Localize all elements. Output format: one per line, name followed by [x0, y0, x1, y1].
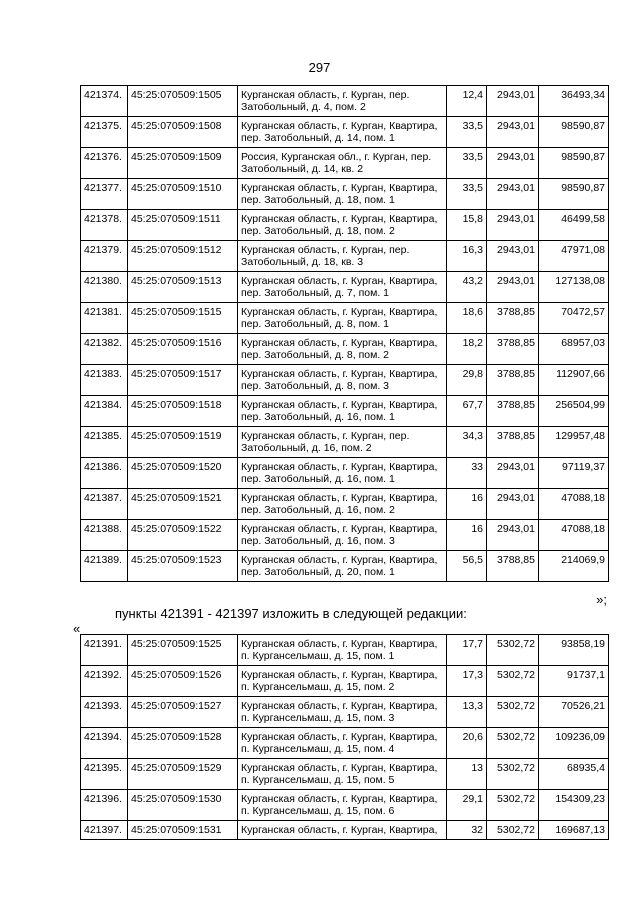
row-number-cell: 421381. [81, 303, 128, 334]
unit-price-cell: 3788,85 [487, 365, 539, 396]
table-row [81, 396, 609, 427]
property-table-main-body [81, 86, 609, 582]
area-cell: 33 [447, 458, 487, 489]
address-cell: Курганская область, г. Курган, Квартира, п. Кургансельмаш, д. 15, пом. 2 [238, 666, 447, 697]
amendment-instruction: пункты 421391 - 421397 изложить в следующей редакции: [115, 606, 467, 621]
table-row [81, 759, 609, 790]
row-number-cell: 421394. [81, 728, 128, 759]
cadastral-value-cell: 98590,87 [539, 179, 609, 210]
row-number-cell: 421382. [81, 334, 128, 365]
unit-price-cell: 5302,72 [487, 821, 539, 840]
unit-price-cell: 2943,01 [487, 148, 539, 179]
cadastral-number-cell: 45:25:070509:1513 [128, 272, 238, 303]
table-row [81, 148, 609, 179]
address-cell: Курганская область, г. Курган, пер. Затобольный, д. 4, пом. 2 [238, 86, 447, 117]
cadastral-number-cell: 45:25:070509:1522 [128, 520, 238, 551]
address-cell: Курганская область, г. Курган, Квартира, п. Кургансельмаш, д. 15, пом. 6 [238, 790, 447, 821]
table-row [81, 666, 609, 697]
unit-price-cell: 2943,01 [487, 117, 539, 148]
table-row [81, 635, 609, 666]
unit-price-cell: 2943,01 [487, 86, 539, 117]
property-table-main [80, 85, 609, 582]
unit-price-cell: 2943,01 [487, 210, 539, 241]
area-cell: 20,6 [447, 728, 487, 759]
table-row [81, 551, 609, 582]
unit-price-cell: 2943,01 [487, 489, 539, 520]
cadastral-number-cell: 45:25:070509:1505 [128, 86, 238, 117]
page-number: 297 [308, 60, 331, 75]
area-cell: 29,8 [447, 365, 487, 396]
address-cell: Курганская область, г. Курган, Квартира, пер. Затобольный, д. 16, пом. 1 [238, 458, 447, 489]
area-cell: 16,3 [447, 241, 487, 272]
unit-price-cell: 3788,85 [487, 396, 539, 427]
area-cell: 16 [447, 520, 487, 551]
unit-price-cell: 2943,01 [487, 458, 539, 489]
cadastral-number-cell: 45:25:070509:1519 [128, 427, 238, 458]
cadastral-value-cell: 154309,23 [539, 790, 609, 821]
cadastral-number-cell: 45:25:070509:1520 [128, 458, 238, 489]
table-row [81, 334, 609, 365]
table-row [81, 117, 609, 148]
row-number-cell: 421383. [81, 365, 128, 396]
cadastral-value-cell: 93858,19 [539, 635, 609, 666]
area-cell: 29,1 [447, 790, 487, 821]
address-cell: Курганская область, г. Курган, Квартира, пер. Затобольный, д. 18, пом. 1 [238, 179, 447, 210]
table-row [81, 790, 609, 821]
cadastral-value-cell: 68957,03 [539, 334, 609, 365]
row-number-cell: 421391. [81, 635, 128, 666]
cadastral-value-cell: 98590,87 [539, 117, 609, 148]
cadastral-value-cell: 47971,08 [539, 241, 609, 272]
cadastral-value-cell: 214069,9 [539, 551, 609, 582]
cadastral-number-cell: 45:25:070509:1529 [128, 759, 238, 790]
area-cell: 34,3 [447, 427, 487, 458]
unit-price-cell: 5302,72 [487, 666, 539, 697]
table-row [81, 821, 609, 840]
address-cell: Курганская область, г. Курган, пер. Затобольный, д. 16, пом. 2 [238, 427, 447, 458]
area-cell: 32 [447, 821, 487, 840]
area-cell: 56,5 [447, 551, 487, 582]
cadastral-value-cell: 36493,34 [539, 86, 609, 117]
cadastral-value-cell: 70526,21 [539, 697, 609, 728]
address-cell: Курганская область, г. Курган, Квартира, пер. Затобольный, д. 18, пом. 2 [238, 210, 447, 241]
cadastral-number-cell: 45:25:070509:1521 [128, 489, 238, 520]
address-cell: Курганская область, г. Курган, Квартира, п. Кургансельмаш, д. 15, пом. 1 [238, 635, 447, 666]
cadastral-number-cell: 45:25:070509:1510 [128, 179, 238, 210]
area-cell: 13,3 [447, 697, 487, 728]
row-number-cell: 421378. [81, 210, 128, 241]
row-number-cell: 421392. [81, 666, 128, 697]
unit-price-cell: 2943,01 [487, 241, 539, 272]
cadastral-value-cell: 169687,13 [539, 821, 609, 840]
cadastral-value-cell: 47088,18 [539, 520, 609, 551]
cadastral-value-cell: 68935,4 [539, 759, 609, 790]
unit-price-cell: 3788,85 [487, 303, 539, 334]
area-cell: 33,5 [447, 148, 487, 179]
cadastral-number-cell: 45:25:070509:1508 [128, 117, 238, 148]
cadastral-value-cell: 127138,08 [539, 272, 609, 303]
row-number-cell: 421385. [81, 427, 128, 458]
address-cell: Курганская область, г. Курган, Квартира, пер. Затобольный, д. 8, пом. 1 [238, 303, 447, 334]
unit-price-cell: 2943,01 [487, 179, 539, 210]
cadastral-number-cell: 45:25:070509:1509 [128, 148, 238, 179]
cadastral-number-cell: 45:25:070509:1523 [128, 551, 238, 582]
row-number-cell: 421375. [81, 117, 128, 148]
property-table-amended [80, 634, 609, 840]
area-cell: 67,7 [447, 396, 487, 427]
row-number-cell: 421397. [81, 821, 128, 840]
cadastral-number-cell: 45:25:070509:1517 [128, 365, 238, 396]
address-cell: Курганская область, г. Курган, Квартира, пер. Затобольный, д. 20, пом. 1 [238, 551, 447, 582]
table-row [81, 458, 609, 489]
cadastral-value-cell: 46499,58 [539, 210, 609, 241]
address-cell: Курганская область, г. Курган, Квартира, пер. Затобольный, д. 8, пом. 3 [238, 365, 447, 396]
cadastral-value-cell: 91737,1 [539, 666, 609, 697]
table-row [81, 489, 609, 520]
row-number-cell: 421376. [81, 148, 128, 179]
area-cell: 43,2 [447, 272, 487, 303]
row-number-cell: 421380. [81, 272, 128, 303]
address-cell: Курганская область, г. Курган, Квартира, п. Кургансельмаш, д. 15, пом. 4 [238, 728, 447, 759]
cadastral-number-cell: 45:25:070509:1512 [128, 241, 238, 272]
area-cell: 17,3 [447, 666, 487, 697]
unit-price-cell: 2943,01 [487, 272, 539, 303]
address-cell: Курганская область, г. Курган, Квартира, п. Кургансельмаш, д. 15, пом. 5 [238, 759, 447, 790]
address-cell: Курганская область, г. Курган, Квартира, п. Кургансельмаш, д. 15, пом. 3 [238, 697, 447, 728]
row-number-cell: 421389. [81, 551, 128, 582]
cadastral-number-cell: 45:25:070509:1515 [128, 303, 238, 334]
row-number-cell: 421374. [81, 86, 128, 117]
cadastral-value-cell: 97119,37 [539, 458, 609, 489]
table-row [81, 697, 609, 728]
cadastral-number-cell: 45:25:070509:1516 [128, 334, 238, 365]
cadastral-value-cell: 109236,09 [539, 728, 609, 759]
row-number-cell: 421388. [81, 520, 128, 551]
row-number-cell: 421387. [81, 489, 128, 520]
cadastral-value-cell: 47088,18 [539, 489, 609, 520]
unit-price-cell: 3788,85 [487, 334, 539, 365]
table-row [81, 210, 609, 241]
address-cell: Курганская область, г. Курган, пер. Затобольный, д. 18, кв. 3 [238, 241, 447, 272]
table-row [81, 272, 609, 303]
cadastral-value-cell: 70472,57 [539, 303, 609, 334]
unit-price-cell: 2943,01 [487, 520, 539, 551]
cadastral-number-cell: 45:25:070509:1511 [128, 210, 238, 241]
row-number-cell: 421377. [81, 179, 128, 210]
closing-quote: »; [596, 592, 607, 607]
row-number-cell: 421393. [81, 697, 128, 728]
cadastral-number-cell: 45:25:070509:1530 [128, 790, 238, 821]
unit-price-cell: 5302,72 [487, 635, 539, 666]
address-cell: Курганская область, г. Курган, Квартира, пер. Затобольный, д. 16, пом. 2 [238, 489, 447, 520]
address-cell: Курганская область, г. Курган, Квартира, пер. Затобольный, д. 16, пом. 1 [238, 396, 447, 427]
unit-price-cell: 5302,72 [487, 790, 539, 821]
row-number-cell: 421379. [81, 241, 128, 272]
address-cell: Курганская область, г. Курган, Квартира, пер. Затобольный, д. 8, пом. 2 [238, 334, 447, 365]
table-row [81, 520, 609, 551]
cadastral-number-cell: 45:25:070509:1531 [128, 821, 238, 840]
address-cell: Курганская область, г. Курган, Квартира, пер. Затобольный, д. 7, пом. 1 [238, 272, 447, 303]
opening-quote: « [73, 621, 81, 636]
cadastral-value-cell: 256504,99 [539, 396, 609, 427]
area-cell: 13 [447, 759, 487, 790]
area-cell: 33,5 [447, 117, 487, 148]
area-cell: 18,6 [447, 303, 487, 334]
cadastral-number-cell: 45:25:070509:1526 [128, 666, 238, 697]
cadastral-value-cell: 129957,48 [539, 427, 609, 458]
row-number-cell: 421384. [81, 396, 128, 427]
table-row [81, 179, 609, 210]
cadastral-number-cell: 45:25:070509:1528 [128, 728, 238, 759]
unit-price-cell: 3788,85 [487, 551, 539, 582]
area-cell: 18,2 [447, 334, 487, 365]
cadastral-value-cell: 98590,87 [539, 148, 609, 179]
table-row [81, 728, 609, 759]
area-cell: 16 [447, 489, 487, 520]
unit-price-cell: 5302,72 [487, 728, 539, 759]
area-cell: 33,5 [447, 179, 487, 210]
area-cell: 15,8 [447, 210, 487, 241]
table-row [81, 86, 609, 117]
cadastral-number-cell: 45:25:070509:1518 [128, 396, 238, 427]
table-row [81, 303, 609, 334]
area-cell: 12,4 [447, 86, 487, 117]
table-row [81, 427, 609, 458]
table-row [81, 365, 609, 396]
table-row [81, 241, 609, 272]
cadastral-number-cell: 45:25:070509:1525 [128, 635, 238, 666]
unit-price-cell: 5302,72 [487, 697, 539, 728]
row-number-cell: 421396. [81, 790, 128, 821]
property-table-amended-body [81, 635, 609, 840]
unit-price-cell: 3788,85 [487, 427, 539, 458]
address-cell: Россия, Курганская обл., г. Курган, пер. Затобольный, д. 14, кв. 2 [238, 148, 447, 179]
row-number-cell: 421395. [81, 759, 128, 790]
address-cell: Курганская область, г. Курган, Квартира, пер. Затобольный, д. 14, пом. 1 [238, 117, 447, 148]
row-number-cell: 421386. [81, 458, 128, 489]
cadastral-value-cell: 112907,66 [539, 365, 609, 396]
cadastral-number-cell: 45:25:070509:1527 [128, 697, 238, 728]
address-cell: Курганская область, г. Курган, Квартира, [238, 821, 447, 840]
address-cell: Курганская область, г. Курган, Квартира, пер. Затобольный, д. 16, пом. 3 [238, 520, 447, 551]
unit-price-cell: 5302,72 [487, 759, 539, 790]
area-cell: 17,7 [447, 635, 487, 666]
